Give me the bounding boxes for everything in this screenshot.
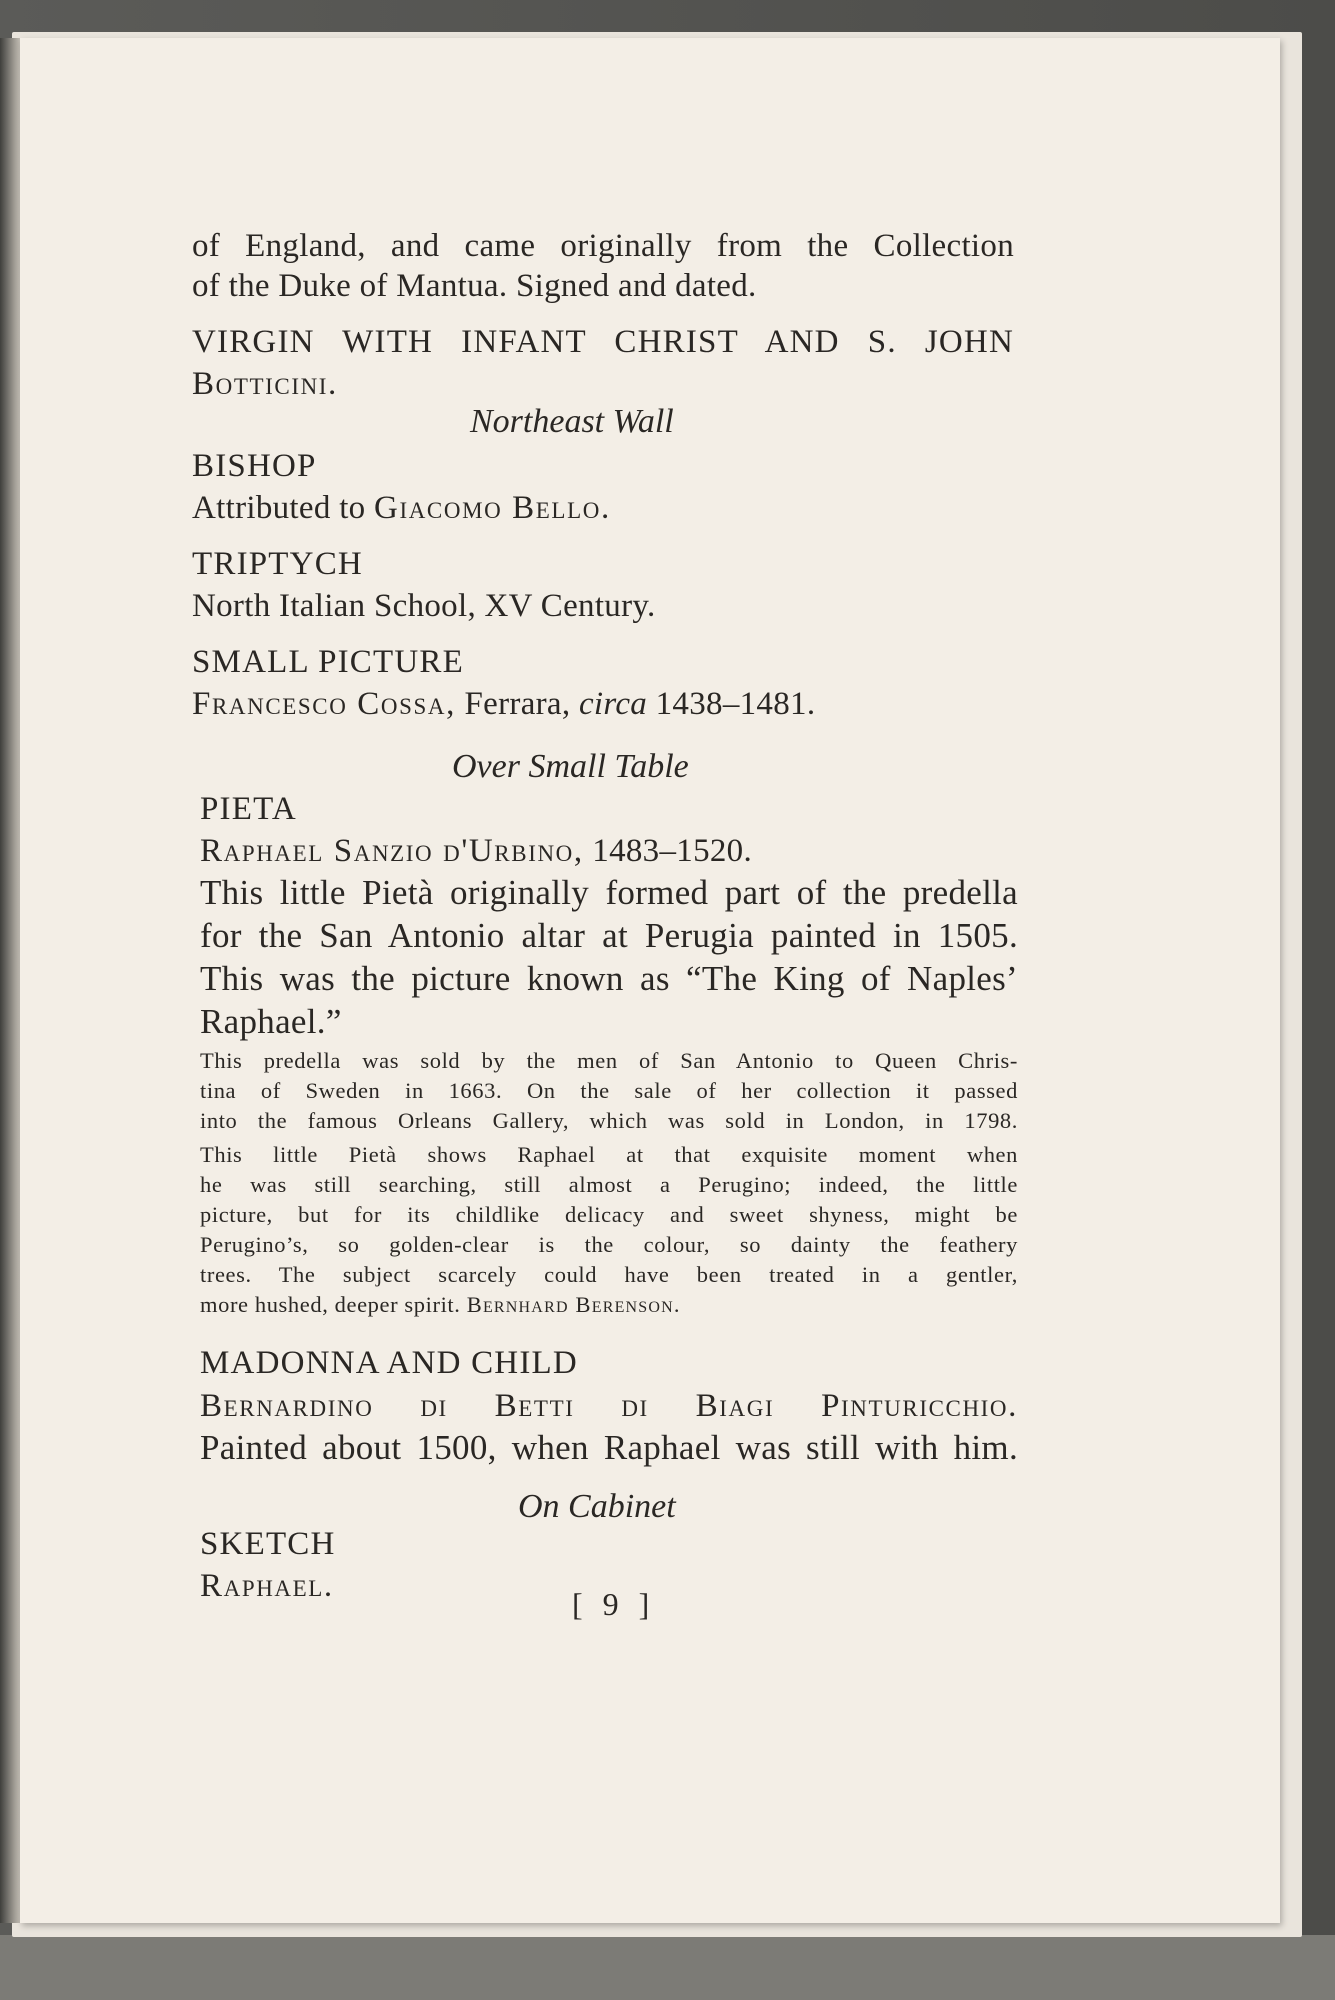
pieta-note-line-8: trees. The subject scarcely could have been treated in a gentler,: [200, 1262, 1018, 1287]
page-number: [ 9 ]: [572, 1586, 656, 1622]
section-heading-on-cabinet: On Cabinet: [518, 1488, 676, 1525]
entry-detail-triptych: North Italian School, XV Century.: [192, 588, 656, 624]
entry-artist-pinturicchio: Bernardino di Betti di Biagi Pinturicchio.: [200, 1388, 1018, 1424]
book-page: [20, 38, 1280, 1923]
pieta-note-line-1: This predella was sold by the men of San Antonio to Queen Chris-: [200, 1048, 1018, 1073]
entry-title-pieta: PIETA: [200, 791, 297, 827]
pieta-text-line-3: This was the picture known as “The King of Naples’: [200, 959, 1018, 998]
pieta-note-line-5: he was still searching, still almost a Perugino; indeed, the little: [200, 1172, 1018, 1197]
entry-title-small-picture: SMALL PICTURE: [192, 644, 464, 680]
section-heading-over-small-table: Over Small Table: [452, 748, 689, 785]
pieta-note-line-2: tina of Sweden in 1663. On the sale of her collection it passed: [200, 1078, 1018, 1103]
entry-title-virgin: VIRGIN WITH INFANT CHRIST AND S. JOHN: [192, 324, 1014, 360]
entry-title-bishop: BISHOP: [192, 448, 317, 484]
intro-line-2: of the Duke of Mantua. Signed and dated.: [192, 268, 757, 304]
entry-title-triptych: TRIPTYCH: [192, 546, 363, 582]
pieta-text-line-2: for the San Antonio altar at Perugia painted in 1505.: [200, 916, 1018, 955]
pieta-note-line-7: Perugino’s, so golden-clear is the colour, so dainty the feathery: [200, 1232, 1018, 1257]
entry-artist-cossa: Francesco Cossa, Ferrara, circa 1438–1481.: [192, 686, 816, 722]
entry-artist-raphael: Raphael Sanzio d'Urbino, 1483–1520.: [200, 833, 753, 869]
entry-artist-botticini: Botticini.: [192, 366, 338, 402]
pieta-note-line-4: This little Pietà shows Raphael at that exquisite moment when: [200, 1142, 1018, 1167]
pieta-text-line-1: This little Pietà originally formed part of the predella: [200, 873, 1018, 912]
entry-title-sketch: SKETCH: [200, 1526, 336, 1562]
entry-detail-madonna: Painted about 1500, when Raphael was still with him.: [200, 1428, 1018, 1467]
pieta-note-author: Bernhard Berenson.: [466, 1292, 681, 1317]
pieta-note-line-9: more hushed, deeper spirit. Bernhard Berenson.: [200, 1292, 681, 1317]
entry-artist-raphael-sketch: Raphael.: [200, 1568, 334, 1604]
pieta-text-line-4: Raphael.”: [200, 1002, 342, 1041]
pieta-note-line-6: picture, but for its childlike delicacy and sweet shyness, might be: [200, 1202, 1018, 1227]
pieta-note-line-3: into the famous Orleans Gallery, which was sold in London, in 1798.: [200, 1108, 1018, 1133]
entry-artist-bello: Attributed to Giacomo Bello.: [192, 490, 611, 526]
entry-title-madonna: MADONNA AND CHILD: [200, 1345, 578, 1381]
section-heading-northeast-wall: Northeast Wall: [470, 403, 674, 440]
book-cover-edge: [0, 1935, 1335, 2000]
intro-line-1: of England, and came originally from the Collection: [192, 228, 1014, 264]
